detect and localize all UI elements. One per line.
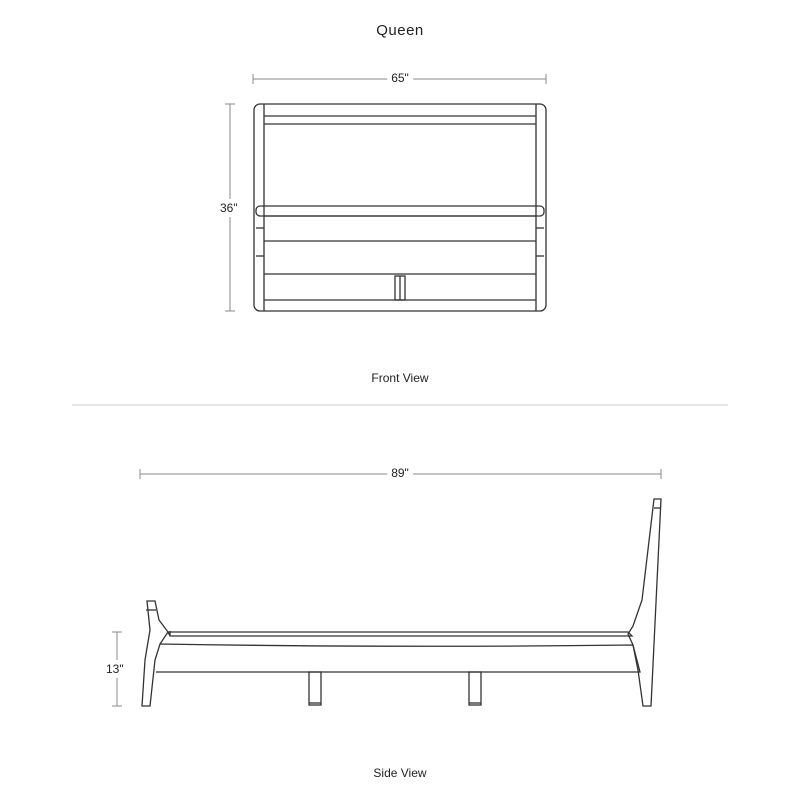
side-length-label: 89" [387, 466, 413, 480]
head-post [628, 499, 661, 706]
side-height-label: 13" [106, 662, 124, 676]
front-view-drawing [254, 104, 546, 311]
front-width-label: 65" [387, 71, 413, 85]
center-leg-1 [309, 672, 321, 705]
rail-bottom [156, 644, 640, 672]
center-leg-2 [469, 672, 481, 705]
front-view-caption: Front View [371, 371, 429, 385]
footboard-rail [256, 206, 544, 216]
side-view-caption: Side View [373, 766, 427, 780]
side-view-drawing [142, 499, 661, 706]
foot-post [142, 601, 168, 706]
page-title: Queen [376, 22, 424, 39]
side-rail [168, 632, 632, 636]
front-height-label: 36" [220, 201, 238, 215]
